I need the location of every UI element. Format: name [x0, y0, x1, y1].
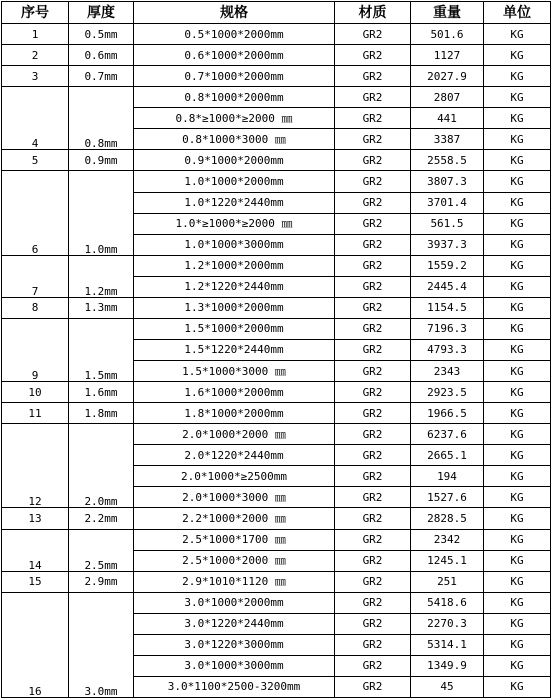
weight-cell: 6237.6: [411, 424, 484, 445]
thickness-cell: 1.3mm: [69, 297, 134, 318]
weight-cell: 2445.4: [411, 276, 484, 297]
material-cell: GR2: [335, 318, 411, 339]
weight-cell: 501.6: [411, 24, 484, 45]
weight-cell: 1245.1: [411, 550, 484, 571]
spec-cell: 0.8*≥1000*≥2000 ㎜: [134, 108, 335, 129]
unit-cell: KG: [484, 403, 551, 424]
material-cell: GR2: [335, 529, 411, 550]
unit-cell: KG: [484, 613, 551, 634]
weight-cell: 2665.1: [411, 445, 484, 466]
row-number: 1: [2, 24, 69, 45]
material-cell: GR2: [335, 655, 411, 676]
row-number: 16: [2, 592, 69, 697]
material-cell: GR2: [335, 445, 411, 466]
row-number: 7: [2, 255, 69, 297]
spec-cell: 3.0*1000*3000mm: [134, 655, 335, 676]
unit-cell: KG: [484, 655, 551, 676]
thickness-cell: 1.6mm: [69, 382, 134, 403]
spec-cell: 1.2*1220*2440mm: [134, 276, 335, 297]
unit-cell: KG: [484, 108, 551, 129]
material-cell: GR2: [335, 550, 411, 571]
spec-cell: 1.2*1000*2000mm: [134, 255, 335, 276]
unit-cell: KG: [484, 66, 551, 87]
unit-cell: KG: [484, 445, 551, 466]
table-row: [2, 45, 551, 66]
unit-cell: KG: [484, 297, 551, 318]
thickness-cell: 1.2mm: [69, 255, 134, 297]
material-cell: GR2: [335, 234, 411, 255]
unit-cell: KG: [484, 676, 551, 697]
weight-cell: 194: [411, 466, 484, 487]
unit-cell: KG: [484, 424, 551, 445]
material-cell: GR2: [335, 276, 411, 297]
material-cell: GR2: [335, 466, 411, 487]
spec-cell: 2.0*1000*≥2500mm: [134, 466, 335, 487]
unit-cell: KG: [484, 234, 551, 255]
material-cell: GR2: [335, 24, 411, 45]
weight-cell: 441: [411, 108, 484, 129]
thickness-cell: 2.2mm: [69, 508, 134, 529]
row-number: 11: [2, 403, 69, 424]
spec-cell: 1.0*1000*2000mm: [134, 171, 335, 192]
spec-cell: 0.5*1000*2000mm: [134, 24, 335, 45]
spec-cell: 2.0*1000*3000 ㎜: [134, 487, 335, 508]
weight-cell: 5418.6: [411, 592, 484, 613]
spec-cell: 1.3*1000*2000mm: [134, 297, 335, 318]
weight-cell: 3701.4: [411, 192, 484, 213]
thickness-cell: 0.8mm: [69, 87, 134, 150]
thickness-cell: 2.9mm: [69, 571, 134, 592]
weight-cell: 1127: [411, 45, 484, 66]
unit-cell: KG: [484, 339, 551, 360]
spec-cell: 1.0*1000*3000mm: [134, 234, 335, 255]
spec-cell: 1.5*1000*2000mm: [134, 318, 335, 339]
weight-cell: 3937.3: [411, 234, 484, 255]
unit-cell: KG: [484, 192, 551, 213]
thickness-cell: 2.5mm: [69, 529, 134, 571]
unit-cell: KG: [484, 571, 551, 592]
row-number: 6: [2, 171, 69, 255]
unit-cell: KG: [484, 487, 551, 508]
weight-cell: 2343: [411, 361, 484, 382]
material-cell: GR2: [335, 45, 411, 66]
unit-cell: KG: [484, 382, 551, 403]
material-cell: GR2: [335, 634, 411, 655]
material-cell: GR2: [335, 192, 411, 213]
spec-cell: 3.0*1220*2440mm: [134, 613, 335, 634]
weight-cell: 2342: [411, 529, 484, 550]
spec-cell: 2.5*1000*1700 ㎜: [134, 529, 335, 550]
spec-cell: 1.5*1220*2440mm: [134, 339, 335, 360]
material-cell: GR2: [335, 255, 411, 276]
table-row: [2, 171, 551, 192]
spec-cell: 0.9*1000*2000mm: [134, 150, 335, 171]
weight-cell: 2807: [411, 87, 484, 108]
unit-cell: KG: [484, 24, 551, 45]
material-cell: GR2: [335, 424, 411, 445]
thickness-cell: 0.7mm: [69, 66, 134, 87]
table-row: [2, 571, 551, 592]
unit-cell: KG: [484, 550, 551, 571]
row-number: 2: [2, 45, 69, 66]
table-body: [2, 24, 551, 698]
material-cell: GR2: [335, 297, 411, 318]
row-number: 5: [2, 150, 69, 171]
unit-cell: KG: [484, 171, 551, 192]
unit-cell: KG: [484, 276, 551, 297]
header-row: [2, 2, 551, 24]
spec-cell: 2.5*1000*2000 ㎜: [134, 550, 335, 571]
header-no: 序号: [2, 2, 69, 24]
row-number: 13: [2, 508, 69, 529]
weight-cell: 561.5: [411, 213, 484, 234]
material-cell: GR2: [335, 150, 411, 171]
weight-cell: 4793.3: [411, 339, 484, 360]
table-row: [2, 529, 551, 550]
material-cell: GR2: [335, 487, 411, 508]
weight-cell: 2270.3: [411, 613, 484, 634]
spec-cell: 1.6*1000*2000mm: [134, 382, 335, 403]
material-cell: GR2: [335, 613, 411, 634]
unit-cell: KG: [484, 318, 551, 339]
row-number: 3: [2, 66, 69, 87]
unit-cell: KG: [484, 361, 551, 382]
unit-cell: KG: [484, 87, 551, 108]
spec-cell: 3.0*1000*2000mm: [134, 592, 335, 613]
material-cell: GR2: [335, 213, 411, 234]
weight-cell: 1154.5: [411, 297, 484, 318]
material-cell: GR2: [335, 361, 411, 382]
weight-cell: 3387: [411, 129, 484, 150]
unit-cell: KG: [484, 45, 551, 66]
unit-cell: KG: [484, 508, 551, 529]
header-weight: 重量: [411, 2, 484, 24]
unit-cell: KG: [484, 213, 551, 234]
thickness-cell: 0.5mm: [69, 24, 134, 45]
thickness-cell: 2.0mm: [69, 424, 134, 508]
weight-cell: 2923.5: [411, 382, 484, 403]
table-row: [2, 403, 551, 424]
spec-cell: 1.8*1000*2000mm: [134, 403, 335, 424]
spec-cell: 0.6*1000*2000mm: [134, 45, 335, 66]
table-row: [2, 297, 551, 318]
material-cell: GR2: [335, 108, 411, 129]
unit-cell: KG: [484, 255, 551, 276]
material-cell: GR2: [335, 508, 411, 529]
row-number: 4: [2, 87, 69, 150]
material-cell: GR2: [335, 129, 411, 150]
weight-cell: 7196.3: [411, 318, 484, 339]
row-number: 9: [2, 318, 69, 381]
weight-cell: 1527.6: [411, 487, 484, 508]
spec-cell: 0.7*1000*2000mm: [134, 66, 335, 87]
table-row: [2, 255, 551, 276]
table-row: [2, 150, 551, 171]
weight-cell: 251: [411, 571, 484, 592]
spec-cell: 0.8*1000*2000mm: [134, 87, 335, 108]
header-thickness: 厚度: [69, 2, 134, 24]
table-row: [2, 66, 551, 87]
material-cell: GR2: [335, 592, 411, 613]
row-number: 10: [2, 382, 69, 403]
table-row: [2, 382, 551, 403]
material-cell: GR2: [335, 403, 411, 424]
inventory-table: [1, 1, 551, 698]
table-row: [2, 318, 551, 339]
spec-cell: 2.0*1220*2440mm: [134, 445, 335, 466]
spec-cell: 2.2*1000*2000 ㎜: [134, 508, 335, 529]
spec-cell: 1.0*1220*2440mm: [134, 192, 335, 213]
weight-cell: 2558.5: [411, 150, 484, 171]
header-spec: 规格: [134, 2, 335, 24]
row-number: 15: [2, 571, 69, 592]
spec-cell: 1.0*≥1000*≥2000 ㎜: [134, 213, 335, 234]
thickness-cell: 1.8mm: [69, 403, 134, 424]
weight-cell: 1559.2: [411, 255, 484, 276]
material-cell: GR2: [335, 676, 411, 697]
row-number: 12: [2, 424, 69, 508]
thickness-cell: 0.6mm: [69, 45, 134, 66]
table-row: [2, 87, 551, 108]
thickness-cell: 1.5mm: [69, 318, 134, 381]
row-number: 14: [2, 529, 69, 571]
table-row: [2, 508, 551, 529]
material-cell: GR2: [335, 382, 411, 403]
thickness-cell: 3.0mm: [69, 592, 134, 697]
spec-cell: 0.8*1000*3000 ㎜: [134, 129, 335, 150]
spec-cell: 3.0*1100*2500-3200mm: [134, 676, 335, 697]
material-cell: GR2: [335, 339, 411, 360]
unit-cell: KG: [484, 634, 551, 655]
spec-cell: 2.9*1010*1120 ㎜: [134, 571, 335, 592]
thickness-cell: 1.0mm: [69, 171, 134, 255]
unit-cell: KG: [484, 466, 551, 487]
weight-cell: 5314.1: [411, 634, 484, 655]
unit-cell: KG: [484, 150, 551, 171]
spec-cell: 1.5*1000*3000 ㎜: [134, 361, 335, 382]
table-row: [2, 424, 551, 445]
weight-cell: 1966.5: [411, 403, 484, 424]
weight-cell: 45: [411, 676, 484, 697]
material-cell: GR2: [335, 87, 411, 108]
unit-cell: KG: [484, 529, 551, 550]
unit-cell: KG: [484, 129, 551, 150]
spec-cell: 2.0*1000*2000 ㎜: [134, 424, 335, 445]
unit-cell: KG: [484, 592, 551, 613]
weight-cell: 1349.9: [411, 655, 484, 676]
spec-cell: 3.0*1220*3000mm: [134, 634, 335, 655]
weight-cell: 2027.9: [411, 66, 484, 87]
header-unit: 单位: [484, 2, 551, 24]
weight-cell: 2828.5: [411, 508, 484, 529]
material-cell: GR2: [335, 571, 411, 592]
table-row: [2, 24, 551, 45]
material-cell: GR2: [335, 66, 411, 87]
header-material: 材质: [335, 2, 411, 24]
weight-cell: 3807.3: [411, 171, 484, 192]
material-cell: GR2: [335, 171, 411, 192]
table-row: [2, 592, 551, 613]
thickness-cell: 0.9mm: [69, 150, 134, 171]
row-number: 8: [2, 297, 69, 318]
